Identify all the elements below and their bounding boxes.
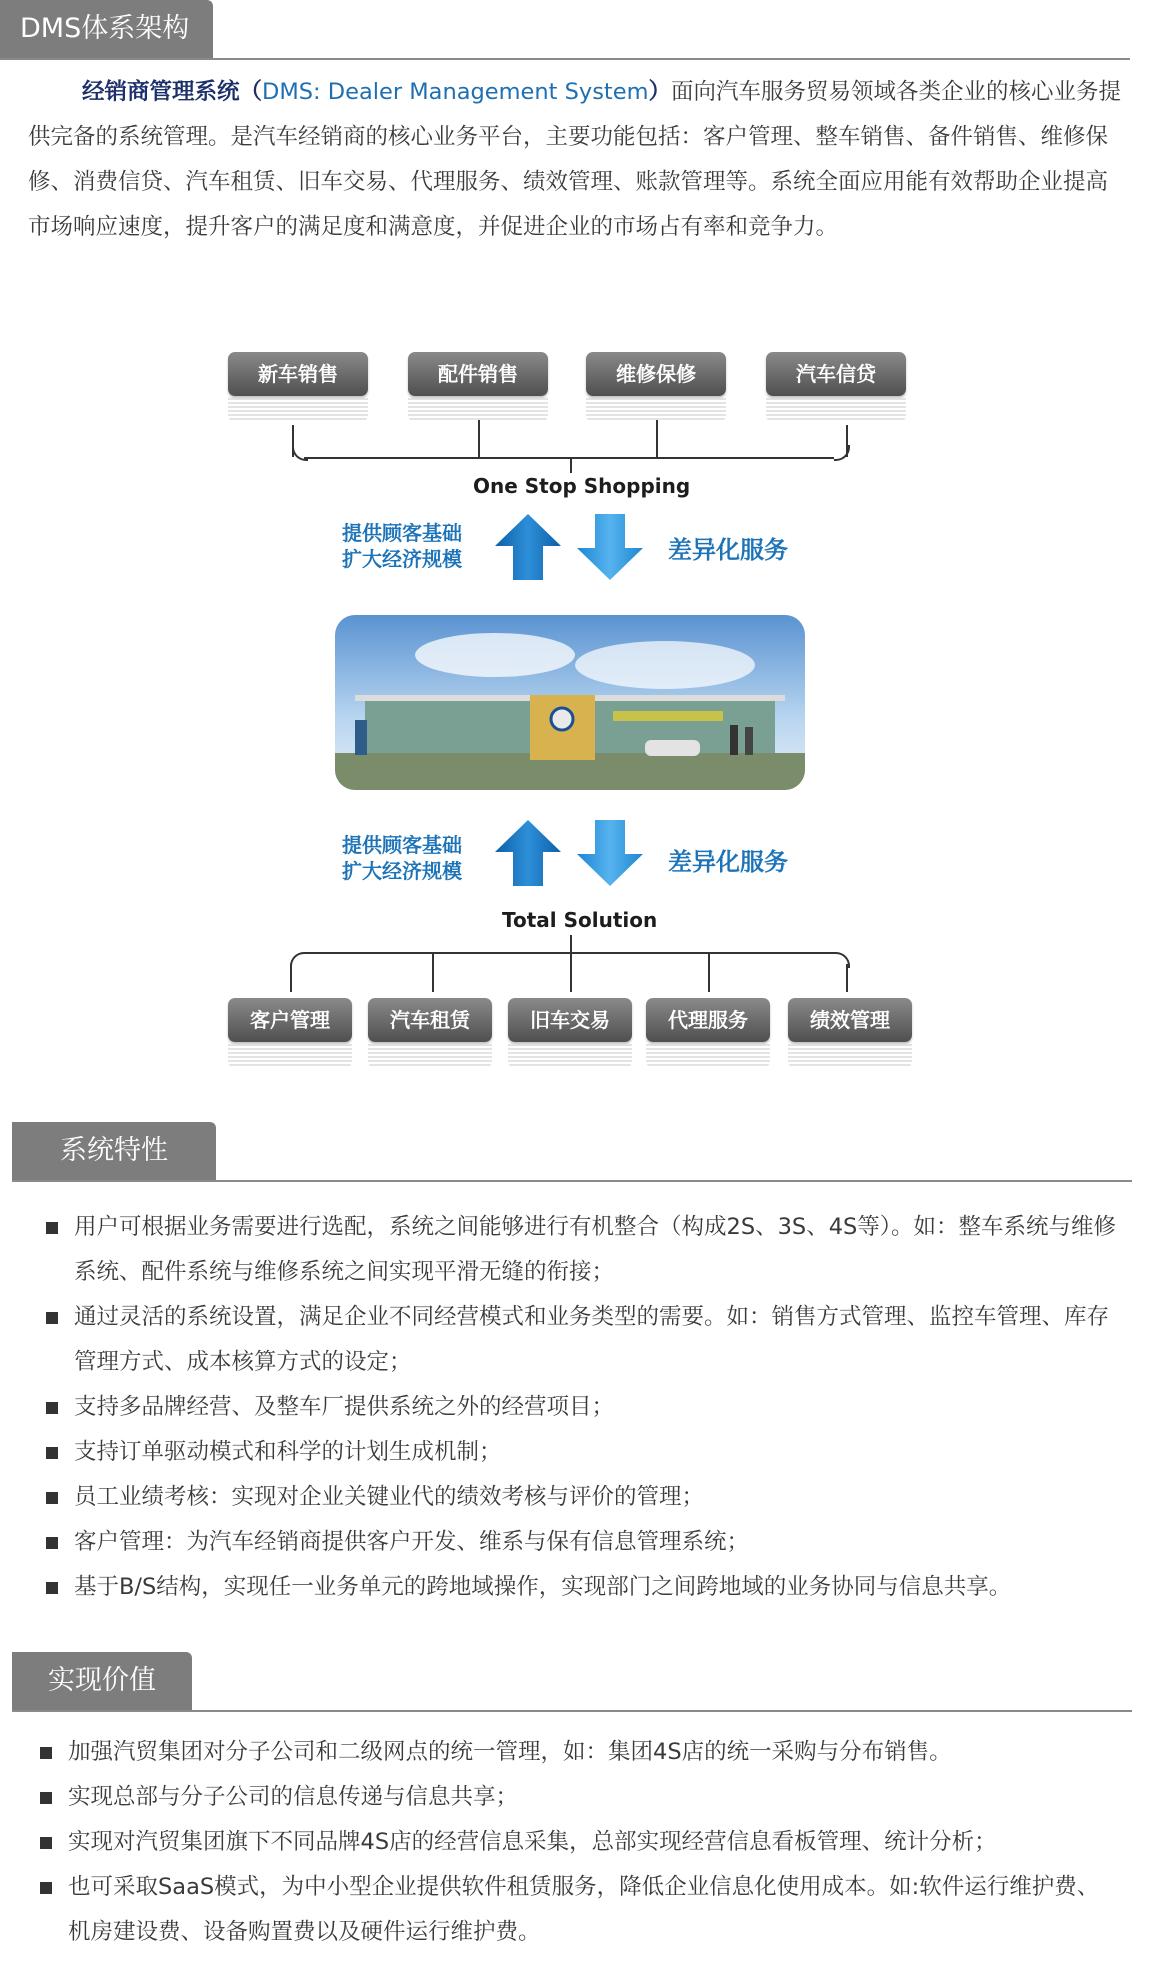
bullet-icon xyxy=(46,1312,58,1324)
bullet-icon xyxy=(46,1537,58,1549)
section-title-features: 系统特性 xyxy=(12,1122,216,1180)
one-stop-shopping-caption: One Stop Shopping xyxy=(473,474,691,498)
top-bracket-stem xyxy=(570,459,572,473)
box-maintenance: 维修保修 xyxy=(586,352,726,396)
list-item: 客户管理：为汽车经销商提供客户开发、维系与保有信息管理系统； xyxy=(46,1520,1126,1565)
box-used-car: 旧车交易 xyxy=(508,998,632,1042)
bottom-bracket-v3 xyxy=(570,954,572,992)
bottom-bracket-left xyxy=(290,964,292,992)
top-bracket-v2 xyxy=(478,420,480,457)
list-item: 员工业绩考核：实现对企业关键业代的绩效考核与评价的管理； xyxy=(46,1475,1126,1520)
box-customer-mgmt: 客户管理 xyxy=(228,998,352,1042)
list-item: 通过灵活的系统设置，满足企业不同经营模式和业务类型的需要。如：销售方式管理、监控车管理、库存管理方式、成本核算方式的设定； xyxy=(46,1295,1126,1385)
list-item: 加强汽贸集团对分子公司和二级网点的统一管理，如：集团4S店的统一采购与分布销售。 xyxy=(40,1730,1120,1775)
bullet-icon xyxy=(40,1882,52,1894)
section-header-value xyxy=(12,1652,1132,1712)
value-list xyxy=(40,1730,1120,1955)
bullet-icon xyxy=(46,1492,58,1504)
box-performance-mgmt: 绩效管理 xyxy=(788,998,912,1042)
box-parts-sales: 配件销售 xyxy=(408,352,548,396)
upper-right-text: 差异化服务 xyxy=(668,536,788,564)
total-solution-caption: Total Solution xyxy=(502,908,658,932)
bottom-bracket-v2 xyxy=(432,954,434,992)
bullet-icon xyxy=(46,1582,58,1594)
section-header-features xyxy=(12,1122,1132,1182)
upper-down-arrow-icon xyxy=(575,512,645,582)
bullet-icon xyxy=(40,1792,52,1804)
dealership-photo xyxy=(335,615,805,790)
bottom-bracket-right xyxy=(846,964,848,992)
bullet-icon xyxy=(46,1222,58,1234)
bottom-bracket-stem xyxy=(570,935,572,953)
section-title-value: 实现价值 xyxy=(12,1652,192,1710)
box-agency-service: 代理服务 xyxy=(646,998,770,1042)
bottom-bracket-horizontal xyxy=(304,952,834,954)
bottom-bracket-v4 xyxy=(708,954,710,992)
list-item: 实现对汽贸集团旗下不同品牌4S店的经营信息采集，总部实现经营信息看板管理、统计分析； xyxy=(40,1820,1120,1865)
list-item: 实现总部与分子公司的信息传递与信息共享； xyxy=(40,1775,1120,1820)
list-item: 也可采取SaaS模式，为中小型企业提供软件租赁服务，降低企业信息化使用成本。如:软件运行维护费、机房建设费、设备购置费以及硬件运行维护费。 xyxy=(40,1865,1120,1955)
bullet-icon xyxy=(46,1402,58,1414)
features-list xyxy=(46,1205,1126,1610)
section-title-architecture: DMS体系架构 xyxy=(0,0,213,58)
system-name: 经销商管理系统 xyxy=(82,79,240,105)
list-item: 支持多品牌经营、及整车厂提供系统之外的经营项目； xyxy=(46,1385,1126,1430)
box-new-car-sales: 新车销售 xyxy=(228,352,368,396)
box-auto-credit: 汽车信贷 xyxy=(766,352,906,396)
bullet-icon xyxy=(46,1447,58,1459)
list-item: 基于B/S结构，实现任一业务单元的跨地域操作，实现部门之间跨地域的业务协同与信息共享。 xyxy=(46,1565,1126,1610)
top-bracket-horizontal xyxy=(304,457,834,459)
list-item: 用户可根据业务需要进行选配，系统之间能够进行有机整合（构成2S、3S、4S等）。如：整车系统与维修系统、配件系统与维修系统之间实现平滑无缝的衔接； xyxy=(46,1205,1126,1295)
top-bracket-corner-l xyxy=(292,445,308,461)
dms-english-name: DMS: Dealer Management System xyxy=(262,79,649,105)
bottom-bracket-corner-l xyxy=(290,952,306,968)
top-bracket-v3 xyxy=(656,420,658,457)
upper-left-text: 提供顾客基础 扩大经济规模 xyxy=(342,521,462,571)
lower-up-arrow-icon xyxy=(493,818,563,888)
upper-up-arrow-icon xyxy=(493,512,563,582)
paren-open: （ xyxy=(239,79,263,105)
list-item: 支持订单驱动模式和科学的计划生成机制； xyxy=(46,1430,1126,1475)
bullet-icon xyxy=(40,1837,52,1849)
lower-right-text: 差异化服务 xyxy=(668,848,788,876)
lower-down-arrow-icon xyxy=(575,818,645,888)
intro-body: 面向汽车服务贸易领域各类企业的核心业务提供完备的系统管理。是汽车经销商的核心业务平台，主要功能包括：客户管理、整车销售、备件销售、维修保修、消费信贷、汽车租赁、旧车交易、代理服务、绩效管理、账款管理等。系统全面应用能有效帮助企业提高市场响应速度，提升客户的满足度和满意度，并促进企业的市场占有率和竞争力。 xyxy=(28,79,1122,240)
top-bracket-corner-r xyxy=(834,445,850,461)
box-car-rental: 汽车租赁 xyxy=(368,998,492,1042)
lower-left-text: 提供顾客基础 扩大经济规模 xyxy=(342,833,462,883)
bullet-icon xyxy=(40,1747,52,1759)
paren-close: ） xyxy=(648,79,672,105)
